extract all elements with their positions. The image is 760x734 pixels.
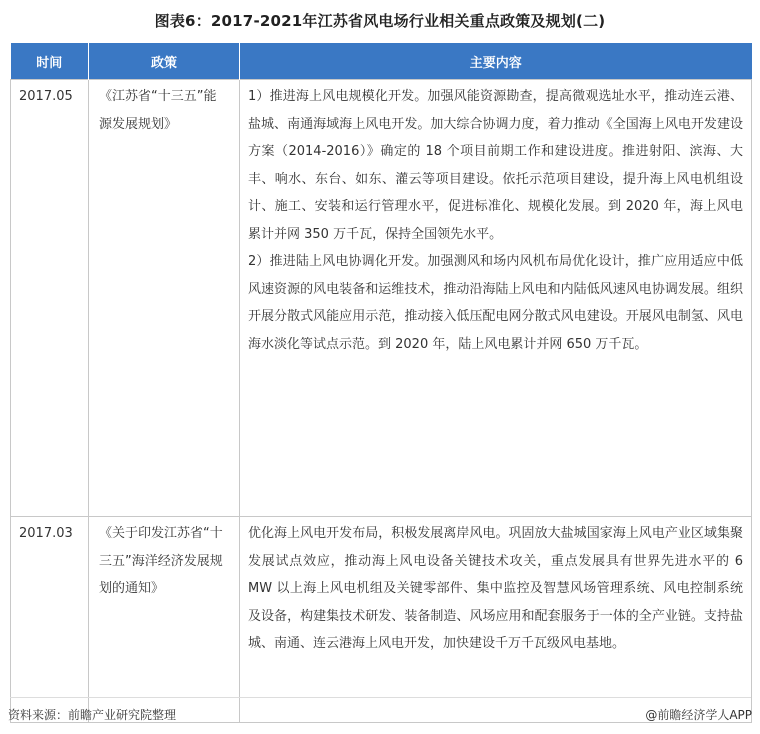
header-content: 主要内容 [240,43,752,80]
policy-table [10,43,752,723]
row-content [240,80,752,517]
row-policy: 《关于印发江苏省“十三五”海洋经济发展规划的通知》 [89,517,240,723]
content-paragraph: 优化海上风电开发布局，积极发展离岸风电。巩固放大盐城国家海上风电产业区域集聚发展试点效应，推动海上风电设备关键技术攻关，重点发展具有世界先进水平的 6 MW 以上海上风电机组及关键零部件、集中监控及智慧风场管理系统、风电控制系统及设备，构建集技术研发、装备制造、风场应用和配套服务于一体的全产业链。支持盐城、南通、连云港海上风电开发，加快建设千万千瓦级风电基地。 [248,526,743,651]
brand-credit: @前瞻经济学人APP [645,708,752,722]
header-policy: 政策 [89,43,240,80]
row-date: 2017.05 [11,80,89,517]
content-paragraph: 2）推进陆上风电协调化开发。加强测风和场内风机布局优化设计，推广应用适应中低风速资源的风电装备和运维技术，推动沿海陆上风电和内陆低风速风电协调发展。组织开展分散式风能应用示范，推动接入低压配电网分散式风电建设。开展风电制氢、风电海水淡化等试点示范。到 2020 年，陆上风电累计并网 650 万千瓦。 [248,254,743,352]
row-date: 2017.03 [11,517,89,723]
row-policy: 《江苏省“十三五”能源发展规划》 [89,80,240,517]
source-note: 资料来源：前瞻产业研究院整理 [8,708,177,722]
footer-divider [10,697,751,698]
table-header-row [11,43,752,80]
table-row [11,517,752,723]
chart-title: 图表6：2017-2021年江苏省风电场行业相关重点政策及规划(二) [154,12,606,30]
row-content [240,517,752,723]
header-time: 时间 [11,43,89,80]
table-row [11,80,752,517]
content-paragraph: 1）推进海上风电规模化开发。加强风能资源勘查，提高微观选址水平，推动连云港、盐城、南通海域海上风电开发。加大综合协调力度，着力推动《全国海上风电开发建设方案（2014-2016）》确定的 18 个项目前期工作和建设进度。推进射阳、滨海、大丰、响水、东台、如东、灌云等项目建设。依托示范项目建设，提升海上风电机组设计、施工、安装和运行管理水平，促进标准化、规模化发展。到 2020 年，海上风电累计并网 350 万千瓦，保持全国领先水平。 [248,89,743,242]
